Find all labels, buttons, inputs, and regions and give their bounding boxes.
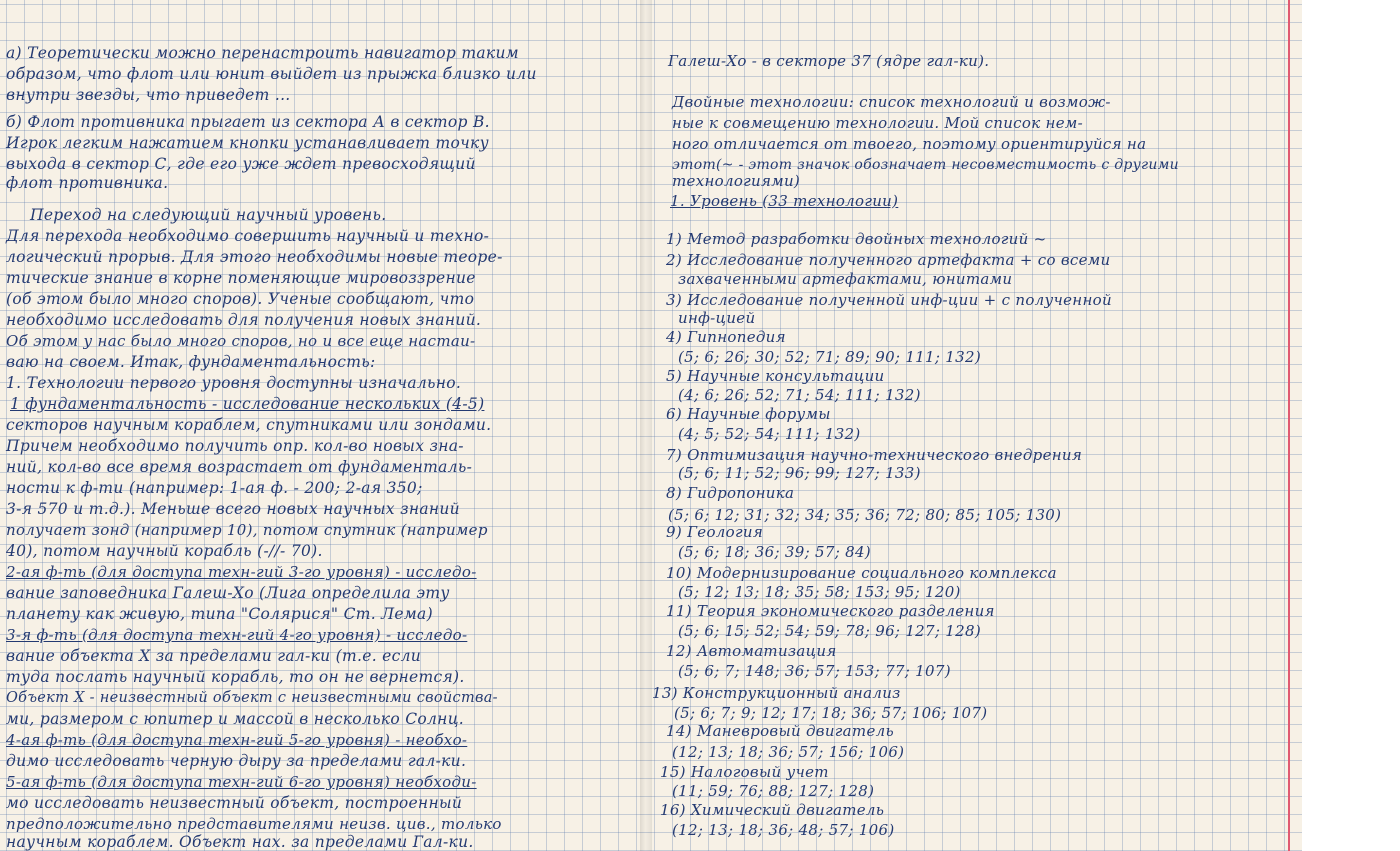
- tech-item: 2) Исследование полученного артефакта + со всеми: [666, 251, 1111, 269]
- tech-item: 9) Геология: [666, 523, 764, 541]
- text-line: тические знание в корне поменяющие мировоззрение: [6, 269, 476, 287]
- tech-item: 16) Химический двигатель: [660, 801, 885, 819]
- text-line: ний, кол-во все время возрастает от фундаменталь-: [6, 458, 473, 476]
- text-line: вание заповедника Галеш-Хо (Лига определила эту: [6, 584, 450, 602]
- text-line: флот противника.: [6, 174, 169, 192]
- text-line: Игрок легким нажатием кнопки устанавливает точку: [6, 134, 489, 152]
- tech-compat-list: (5; 12; 13; 18; 35; 58; 153; 95; 120): [678, 583, 961, 601]
- text-line: 40), потом научный корабль (-//- 70).: [6, 542, 323, 560]
- text-line: Двойные технологии: список технологий и возмож-: [672, 93, 1111, 111]
- right-page: [652, 0, 1292, 851]
- text-line: ные к совмещению технологии. Мой список нем-: [672, 114, 1083, 132]
- text-line: Причем необходимо получить опр. кол-во новых зна-: [6, 437, 464, 455]
- text-line: необходимо исследовать для получения новых знаний.: [6, 311, 482, 329]
- text-line: секторов научным кораблем, спутниками или зондами.: [6, 416, 492, 434]
- tech-item: 13) Конструкционный анализ: [652, 684, 901, 702]
- text-line: 4-ая ф-ть (для доступа техн-гий 5-го уровня) - необхо-: [6, 731, 468, 749]
- text-line: 1 фундаментальность - исследование нескольких (4-5): [10, 395, 485, 413]
- level-heading: 1. Уровень (33 технологии): [670, 192, 899, 210]
- margin-line: [1288, 0, 1290, 851]
- text-line: технологиями): [672, 172, 801, 190]
- text-line: образом, что флот или юнит выйдет из прыжка близко или: [6, 65, 537, 83]
- section-heading: Переход на следующий научный уровень.: [30, 206, 387, 224]
- tech-item: 11) Теория экономического разделения: [666, 602, 995, 620]
- text-line: этот(~ - этот значок обозначает несовместимость с другими: [672, 157, 1179, 173]
- tech-compat-list: (11; 59; 76; 88; 127; 128): [672, 782, 875, 800]
- tech-compat-list: (4; 5; 52; 54; 111; 132): [678, 425, 861, 443]
- tech-item: 7) Оптимизация научно-технического внедрения: [666, 446, 1083, 464]
- text-line: 1. Технологии первого уровня доступны изначально.: [6, 374, 462, 392]
- tech-compat-list: (5; 6; 18; 36; 39; 57; 84): [678, 543, 871, 561]
- text-line: логический прорыв. Для этого необходимы новые теоре-: [6, 248, 503, 266]
- tech-item: 14) Маневровый двигатель: [666, 722, 894, 740]
- text-line: Объект Х - неизвестный объект с неизвестными свойства-: [6, 690, 498, 706]
- text-line: ности к ф-ти (например: 1-ая ф. - 200; 2-ая 350;: [6, 479, 423, 497]
- tech-item: 8) Гидропоника: [666, 484, 795, 502]
- text-line: 3-я 570 и т.д.). Меньше всего новых научных знаний: [6, 500, 460, 518]
- page-gutter: [640, 0, 652, 851]
- text-line: ного отличается от твоего, поэтому ориентируйся на: [672, 135, 1147, 153]
- tech-compat-list: (5; 6; 15; 52; 54; 59; 78; 96; 127; 128): [678, 622, 981, 640]
- text-line: внутри звезды, что приведет ...: [6, 86, 291, 104]
- text-line: вание объекта Х за пределами гал-ки (т.е. если: [6, 647, 422, 665]
- text-line: получает зонд (например 10), потом спутник (например: [6, 521, 488, 539]
- tech-item: 15) Налоговый учет: [660, 763, 829, 781]
- text-line: 3-я ф-ть (для доступа техн-гий 4-го уровня) - исследо-: [6, 626, 468, 644]
- text-line: 2-ая ф-ть (для доступа техн-гий 3-го уровня) - исследо-: [6, 563, 477, 581]
- tech-item: 6) Научные форумы: [666, 405, 831, 423]
- text-line: туда послать научный корабль, то он не вернется).: [6, 668, 465, 686]
- tech-item-detail: захваченными артефактами, юнитами: [678, 270, 1013, 288]
- tech-compat-list: (5; 6; 7; 148; 36; 57; 153; 77; 107): [678, 662, 951, 680]
- tech-compat-list: (12; 13; 18; 36; 57; 156; 106): [672, 743, 905, 761]
- text-line: предположительно представителями неизв. цив., только: [6, 815, 502, 833]
- text-line: мо исследовать неизвестный объект, построенный: [6, 794, 463, 812]
- text-line: Об этом у нас было много споров, но и все еще настаи-: [6, 332, 476, 350]
- text-line: б) Флот противника прыгает из сектора А в сектор В.: [6, 113, 490, 131]
- text-line: 5-ая ф-ть (для доступа техн-гий 6-го уровня) необходи-: [6, 773, 477, 791]
- tech-item: 5) Научные консультации: [666, 367, 885, 385]
- text-line: (об этом было много споров). Ученые сообщают, что: [6, 290, 475, 308]
- text-line: Галеш-Хо - в секторе 37 (ядре гал-ки).: [668, 52, 990, 70]
- tech-compat-list: (5; 6; 7; 9; 12; 17; 18; 36; 57; 106; 107): [674, 704, 988, 722]
- text-line: димо исследовать черную дыру за пределами гал-ки.: [6, 752, 467, 770]
- tech-item: 4) Гипнопедия: [666, 328, 786, 346]
- text-line: планету как живую, типа "Солярися" Ст. Лема): [6, 605, 433, 623]
- scan-background: [1302, 0, 1400, 851]
- tech-item: 10) Модернизирование социального комплекса: [666, 564, 1057, 582]
- tech-compat-list: (5; 6; 12; 31; 32; 34; 35; 36; 72; 80; 85; 105; 130): [668, 506, 1062, 524]
- tech-compat-list: (12; 13; 18; 36; 48; 57; 106): [672, 821, 895, 839]
- text-line: ваю на своем. Итак, фундаментальность:: [6, 353, 376, 371]
- text-line: а) Теоретически можно перенастроить навигатор таким: [6, 44, 519, 62]
- left-page: [0, 0, 640, 851]
- text-line: выхода в сектор С, где его уже ждет превосходящий: [6, 155, 476, 173]
- text-line: ми, размером с юпитер и массой в несколько Солнц.: [6, 710, 465, 728]
- tech-item: 3) Исследование полученной инф-ции + с полученной: [666, 291, 1112, 309]
- tech-compat-list: (5; 6; 26; 30; 52; 71; 89; 90; 111; 132): [678, 348, 981, 366]
- text-line: научным кораблем. Объект нах. за пределами Гал-ки.: [6, 833, 474, 851]
- text-line: Для перехода необходимо совершить научный и техно-: [6, 227, 490, 245]
- tech-item: 12) Автоматизация: [666, 642, 837, 660]
- tech-compat-list: (5; 6; 11; 52; 96; 99; 127; 133): [678, 464, 921, 482]
- tech-item-detail: инф-цией: [678, 309, 756, 327]
- tech-item: 1) Метод разработки двойных технологий ~: [666, 230, 1047, 248]
- tech-compat-list: (4; 6; 26; 52; 71; 54; 111; 132): [678, 386, 921, 404]
